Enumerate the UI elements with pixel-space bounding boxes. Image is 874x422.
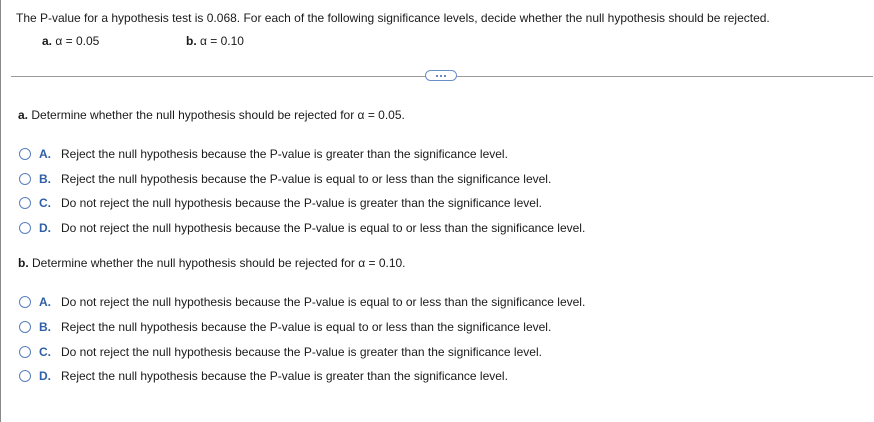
- part-b-option-b[interactable]: [19, 319, 551, 335]
- question-text: The P-value for a hypothesis test is 0.068. For each of the following significance levels, decide whether the null hypothesis should be rejected.: [16, 11, 770, 25]
- part-b-option-d[interactable]: [19, 368, 508, 384]
- option-letter: B.: [39, 172, 51, 186]
- radio-button[interactable]: [19, 148, 31, 160]
- option-letter: D.: [39, 221, 51, 235]
- ellipsis-icon: [436, 75, 438, 77]
- subpart-b-label: b.: [186, 34, 197, 48]
- subpart-a-label: a.: [42, 34, 53, 48]
- option-letter: B.: [39, 320, 51, 334]
- subpart-b: [186, 34, 244, 48]
- part-a-prompt: [18, 108, 405, 122]
- part-a-prompt-text: Determine whether the null hypothesis should be rejected for α = 0.05.: [31, 108, 405, 122]
- subpart-a-text: α = 0.05: [55, 34, 100, 48]
- option-text: Reject the null hypothesis because the P-value is equal to or less than the significance level.: [61, 320, 552, 334]
- part-a-label: a.: [18, 108, 29, 122]
- option-text: Do not reject the null hypothesis because the P-value is greater than the significance level.: [61, 345, 542, 359]
- option-letter: A.: [39, 295, 51, 309]
- option-letter: D.: [39, 369, 51, 383]
- option-text: Reject the null hypothesis because the P-value is greater than the significance level.: [61, 369, 508, 383]
- ellipsis-icon: [444, 75, 446, 77]
- part-b-option-a[interactable]: [19, 294, 585, 310]
- part-a-option-b[interactable]: [19, 171, 551, 187]
- subpart-a: [42, 34, 99, 48]
- expand-more-button[interactable]: [425, 70, 457, 81]
- subpart-b-text: α = 0.10: [200, 34, 244, 48]
- radio-button[interactable]: [19, 296, 31, 308]
- option-text: Do not reject the null hypothesis because the P-value is equal to or less than the significance level.: [61, 221, 586, 235]
- radio-button[interactable]: [19, 222, 31, 234]
- option-letter: C.: [39, 345, 51, 359]
- radio-button[interactable]: [19, 370, 31, 382]
- radio-button[interactable]: [19, 321, 31, 333]
- part-a-option-d[interactable]: [19, 220, 585, 236]
- part-b-prompt: [18, 256, 406, 270]
- ellipsis-icon: [440, 75, 442, 77]
- radio-button[interactable]: [19, 173, 31, 185]
- option-letter: A.: [39, 147, 51, 161]
- radio-button[interactable]: [19, 346, 31, 358]
- option-text: Reject the null hypothesis because the P-value is equal to or less than the significance level.: [61, 172, 552, 186]
- radio-button[interactable]: [19, 197, 31, 209]
- left-border: [0, 0, 1, 422]
- option-text: Do not reject the null hypothesis because the P-value is greater than the significance level.: [61, 196, 542, 210]
- part-a-option-c[interactable]: [19, 195, 542, 211]
- part-b-label: b.: [18, 256, 29, 270]
- option-text: Do not reject the null hypothesis because the P-value is equal to or less than the significance level.: [61, 295, 586, 309]
- option-text: Reject the null hypothesis because the P-value is greater than the significance level.: [61, 147, 508, 161]
- option-letter: C.: [39, 196, 51, 210]
- part-b-prompt-text: Determine whether the null hypothesis should be rejected for α = 0.10.: [32, 256, 406, 270]
- part-a-option-a[interactable]: [19, 146, 508, 162]
- part-b-option-c[interactable]: [19, 344, 542, 360]
